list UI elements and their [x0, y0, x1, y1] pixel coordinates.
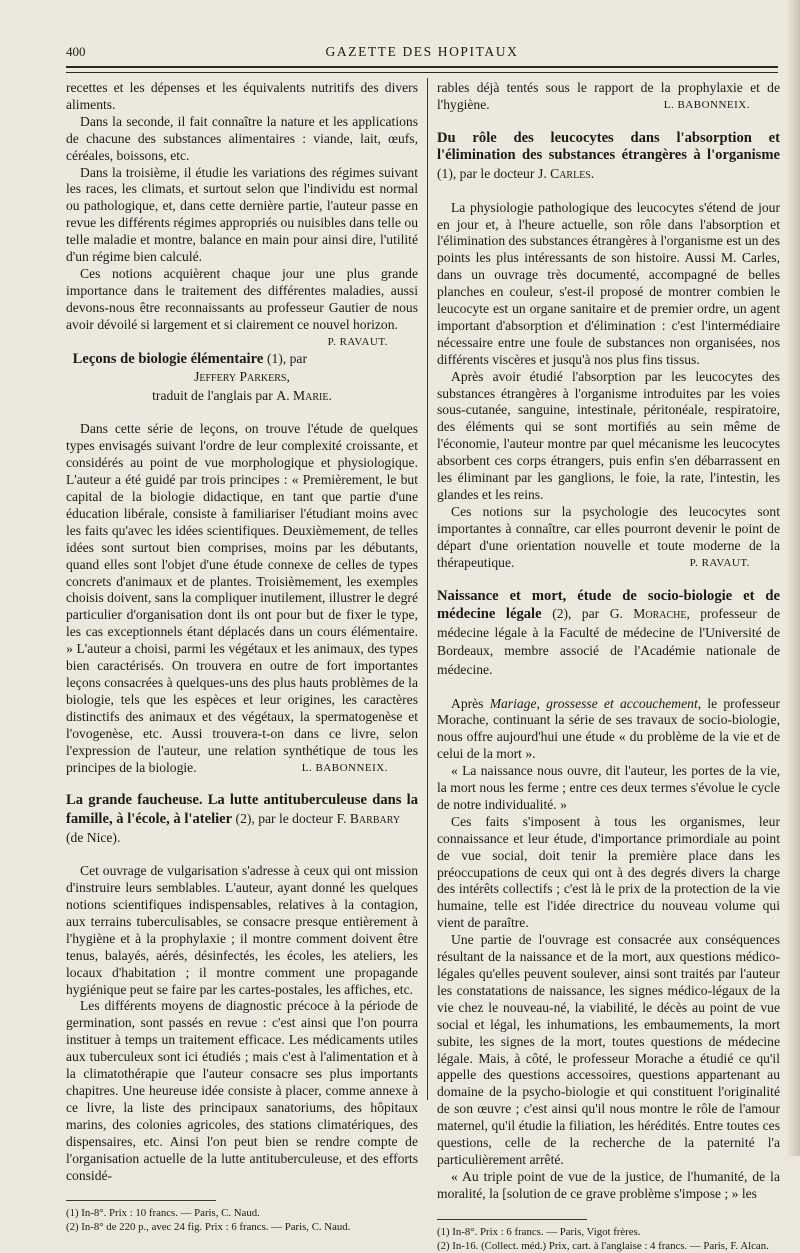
- paragraph: Dans cette série de leçons, on trouve l'étude de quelques types envisagés suivant l'ordre de leur complexité croissante, et considérés au point de vue morphologique et physiologique. L'auteur a été guidé par trois principes : « Premièrement, le but capital de la biologie didactique, en tant que partie d'une éducation libérale, consiste à familiariser l'étudiant moins avec les faits qu'avec les idées scientifiques. Deuxièmement, de telles idées sont surtout bien comprises, moins par les débutants, quand elles sont l'objet d'une étude connexe de celles de types concrets d'animaux et de plantes. Troisièmement, les exemples choisis doivent, sans la compliquer inutilement, illustrer le degré particulier d'organisation dont ils ont pour but de fixer le type, les cas exceptionnels étant déplacés dans un cours élémentaire. » L'auteur a choisi, parmi les végétaux et les animaux, des types bien caractérisés. On trouvera en outre de fort importantes leçons consacrées à quelques-uns des plus hauts problèmes de la biologie, tels que les espèces et leur origines, les caractères distinctifs des animaux et des végétaux, la spermatogenèse et l'ovogenèse, etc. Aussi trouvera-t-on dans ce livre, selon l'expression de l'auteur, une relation synthétique de tous les principes de la biologie. L. BABONNEIX.: [66, 421, 418, 775]
- footnote-ref: (1): [437, 166, 453, 181]
- right-column: [437, 80, 780, 1253]
- column-divider: [427, 78, 428, 1100]
- paragraph: Dans la seconde, il fait connaître la nature et les applications de chacune des substances alimentaires : viande, lait, œufs, céréales, boissons, etc.: [66, 113, 418, 163]
- review-heading: La grande faucheuse. La lutte antituberculeuse dans la famille, à l'école, à l'atelier (2), par le docteur F. Barbary (de Nice).: [66, 792, 418, 845]
- review-heading: Leçons de biologie élémentaire (1), par Jeffery Parkers, traduit de l'anglais par A. Marie.: [72, 350, 332, 403]
- review-signature: L. BABONNEIX.: [663, 98, 750, 111]
- review-heading: Du rôle des leucocytes dans l'absorption et l'élimination des substances étrangères à l'organisme (1), par le docteur J. Carles.: [437, 129, 780, 181]
- footnote: (1) In-8°. Prix : 6 francs. — Paris, Vigot frères.: [437, 1225, 641, 1238]
- footnote-rule: [437, 1219, 587, 1220]
- header-rule-thin: [66, 72, 778, 73]
- author-name: F. Barbary: [336, 811, 401, 826]
- paragraph: rables déjà tentés sous le rapport de la prophylaxie et de l'hygiène. L. BABONNEIX.: [437, 80, 780, 112]
- paragraph: « La naissance nous ouvre, dit l'auteur, les portes de la vie, la mort nous les ferme ; entre ces deux termes s'évolue le cycle de notre individualité. »: [437, 763, 780, 812]
- left-column: [66, 80, 418, 1234]
- page-edge-shadow: [786, 0, 800, 1156]
- footnote: (2) In-8° de 220 p., avec 24 fig. Prix : 6 francs. — Paris, C. Naud.: [66, 1221, 351, 1234]
- paragraph: Après Mariage, grossesse et accouchement, le professeur Morache, continuant la série de ses travaux de socio-biologie, nous offre aujourd'hui une étude « du problème de la vie et de celui de la mort ».: [437, 695, 780, 762]
- paragraph: recettes et les dépenses et les équivalents nutritifs des divers aliments.: [66, 80, 418, 112]
- footnote-ref: (1): [266, 350, 283, 366]
- paragraph: Les différents moyens de diagnostic précoce à la période de germination, sont passés en revue : c'est ainsi que l'on pourra instituer à temps un traitement efficace. Les médicaments utiles aux tuberculeux sont ici étudiés ; mais c'est à l'alimentation et à la climatothérapie que l'auteur consacre ses plus importants chapitres. Une heureuse idée consiste à placer, comme annexe à ce livre, la liste des principaux sanatoriums, des hôpitaux marins, des colonies agricoles, des stations climatériques, des dispensaires, etc. Ainsi l'on peut bien se rendre compte de l'organisation actuelle de la lutte antituberculeuse, et des efforts considé-: [66, 998, 418, 1183]
- paragraph: Cet ouvrage de vulgarisation s'adresse à ceux qui ont mission d'instruire leurs semblables. L'auteur, ayant donné les quelques notions scientifiques indispensables, relatives à la contagion, aux terrains tuberculisables, se consacre presque entièrement à l'hygiène et à la prophylaxie ; il montre comment doivent être tenus, balayés, aérés, désinfectés, les écoles, les ateliers, les locaux d'habitation ; il montre comment une propagande hygiénique peut se faire par les cartes-postales, les affiches, etc.: [66, 863, 418, 997]
- footnote-rule: [66, 1200, 216, 1201]
- paragraph: Ces notions sur la psychologie des leucocytes sont importantes à connaître, car elles pourront devenir le point de départ d'une orientation nouvelle et toute moderne de la thérapeutique. P. RAVAUT.: [437, 503, 780, 570]
- paragraph: La physiologie pathologique des leucocytes s'étend de jour en jour et, à l'heure actuelle, son rôle dans l'absorption et l'élimination des substances étrangères à l'organisme est un des points les plus intéressants de son histoire. Aussi M. Carles, dans un ouvrage très documenté, accompagné de belles planches en couleur, s'est-il proposé de montrer combien le leucocyte est un organe sanitaire et de premier ordre, un agent important d'absorption et d'élimination : c'est l'intermédiaire nécessaire entre une foule de substances non organisées, nos différents viscères et jusqu'à nos plus fins tissus.: [437, 199, 780, 367]
- footnote-ref: (2): [235, 811, 252, 826]
- review-signature: P. RAVAUT.: [689, 556, 750, 569]
- translator-name: A. Marie: [276, 387, 329, 403]
- footnote: (1) In-8°. Prix : 10 francs. — Paris, C. Naud.: [66, 1207, 260, 1220]
- page-header: [66, 44, 778, 62]
- review-heading: Naissance et mort, étude de socio-biologie et de médecine légale (2), par G. Morache, professeur de médecine légale à la Faculté de médecine de l'Université de Bordeaux, membre associé de l'Académie nationale de médecine.: [437, 587, 780, 677]
- footnote-ref: (2): [552, 606, 569, 622]
- paragraph: Après avoir étudié l'absorption par les leucocytes des substances étrangères à l'organisme introduites par les voies sous-cutanée, sanguine, intestinale, péritonéale, respiratoire, des éléments qui se sont mortifiés au sein même de l'économie, l'auteur montre par quel mécanisme les leucocytes absorbent ces corps étrangers, puis enfin s'en débarrassent en les éliminant par les ganglions, le foie, la rate, l'intestin, les glandes et les reins.: [437, 368, 780, 502]
- paragraph: Ces notions acquièrent chaque jour une plus grande importance dans le traitement des différentes maladies, aussi devons-nous être reconnaissants au professeur Gautier de nous avoir dévoilé si largement et si clairement ce nouvel horizon. P. RAVAUT.: [66, 266, 418, 334]
- author-name: Jeffery Parkers: [194, 369, 287, 385]
- paragraph: Une partie de l'ouvrage est consacrée aux conséquences résultant de la naissance et de la mort, aux questions médico-légales qu'elles peuvent soulever, ainsi sont traités par l'auteur les constatations de naissance, les signes médico-légaux de la vie chez le nouveau-né, la viabilité, le décès au point de vue social et légal, les inhumations, les embaumements, la mort subite, les signes de la mort, toutes questions de médecine légale. Mais, à côté, le professeur Morache a étudié ce qu'il appelle des questions accessoires, questions appartenant au domaine de la psycho-biologie et qui constituent l'originalité de son œuvre ; c'est ainsi qu'il nous montre le rôle de l'amour maternel, qu'il étudie la filiation, les hérédités. Entre toutes ces questions, celle de la recherche de la paternité l'a particulièrement arrêté.: [437, 932, 780, 1167]
- paragraph: Dans la troisième, il étudie les variations des régimes suivant les races, les climats, et surtout selon que l'individu est normal ou pathologique, et, dans cette dernière partie, l'auteur passe en revue les différents régimes appropriés ou nuisibles dans telle ou telle maladie et montre, balance en main pour ainsi dire, l'utilité d'un régime bien calculé.: [66, 164, 418, 265]
- review-signature: L. BABONNEIX.: [301, 761, 388, 774]
- author-name: J. Carles: [538, 166, 591, 181]
- header-rule-thick: [66, 66, 778, 68]
- page-number: 400: [66, 44, 86, 59]
- author-name: G. Morache: [609, 606, 687, 622]
- footnote: (2) In-16. (Collect. méd.) Prix, cart. à l'anglaise : 4 francs. — Paris, F. Alcan.: [437, 1239, 769, 1252]
- paragraph: Ces faits s'imposent à tous les organismes, leur connaissance et leur étude, d'importance primordiale au point de vue social, doit tenir la première place dans les préoccupations de ceux qui ont à des degrés divers la charge des intérêts collectifs ; c'est là le prix de la protection de la vie humaine, telle est l'idée directrice du nouveau volume qui vient de paraître.: [437, 813, 780, 931]
- paragraph: « Au triple point de vue de la justice, de l'humanité, de la moralité, la [solution de ce grave problème s'impose ; » les: [437, 1168, 780, 1201]
- review-signature: P. RAVAUT.: [327, 335, 388, 348]
- book-title: Mariage, grossesse et accouchement: [489, 695, 698, 711]
- journal-title: GAZETTE DES HOPITAUX: [325, 44, 519, 59]
